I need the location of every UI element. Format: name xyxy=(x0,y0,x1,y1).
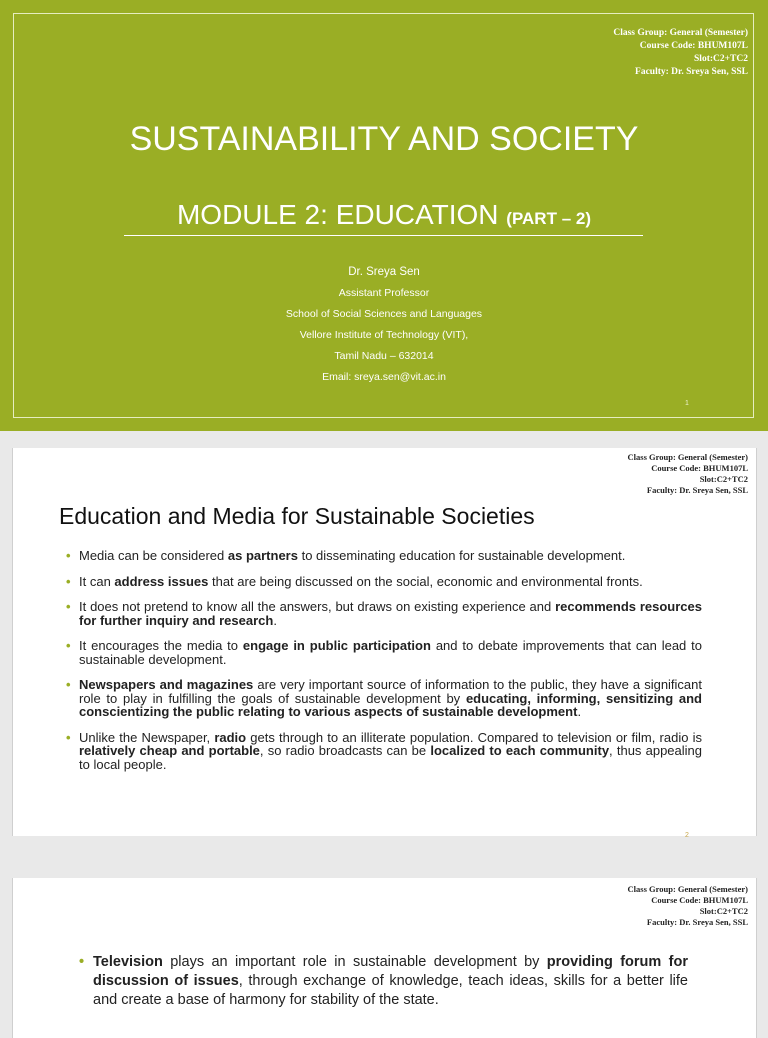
meta-line: Faculty: Dr. Sreya Sen, SSL xyxy=(646,485,748,495)
bullet-item xyxy=(66,575,702,589)
meta-line: Faculty: Dr. Sreya Sen, SSL xyxy=(635,67,748,77)
meta-line: Course Code: BHUM107L xyxy=(651,463,748,473)
meta-line: Class Group: General (Semester) xyxy=(613,28,748,38)
text-run: Unlike the Newspaper, xyxy=(79,729,215,745)
text-run: , so radio broadcasts can be xyxy=(259,743,431,758)
text-run: It can xyxy=(79,573,115,589)
text-run: that are being discussed on the social, economic and environmental fronts. xyxy=(208,573,643,589)
bold-text: address issues xyxy=(114,573,209,589)
bold-text: Newspapers and magazines xyxy=(79,677,254,692)
meta-line: Class Group: General (Semester) xyxy=(627,884,748,894)
page-number: 2 xyxy=(685,832,689,839)
title-slide xyxy=(0,0,768,431)
text-run: , through exchange of knowledge, teach ideas, skills for a better life and create a base of harmony for stability of the state. xyxy=(93,973,688,1008)
author-email: Email: sreya.sen@vit.ac.in xyxy=(322,371,446,383)
bold-text: recommends resources for further inquiry and research xyxy=(79,599,702,628)
text-run: and to debate improvements that can lead to sustainable development. xyxy=(79,638,703,667)
bullet-list xyxy=(79,953,688,1022)
meta-line: Slot:C2+TC2 xyxy=(694,54,748,64)
bullet-item xyxy=(66,731,702,772)
bullet-item xyxy=(66,600,702,627)
meta-line: Slot:C2+TC2 xyxy=(699,906,748,916)
text-run: to disseminating education for sustainable development. xyxy=(297,548,626,563)
author-name: Dr. Sreya Sen xyxy=(348,266,420,278)
subtitle-part: (PART – 2) xyxy=(506,209,591,228)
text-run: plays an important role in sustainable development by xyxy=(162,954,547,970)
slide-title: SUSTAINABILITY AND SOCIETY xyxy=(129,120,639,158)
bold-text: relatively cheap and portable xyxy=(79,743,260,758)
meta-line: Class Group: General (Semester) xyxy=(627,452,748,462)
bold-text: providing forum for discussion of issues xyxy=(93,954,689,989)
page-number: 1 xyxy=(685,400,689,407)
author-location: Tamil Nadu – 632014 xyxy=(334,350,434,362)
slide-subtitle xyxy=(0,199,768,231)
course-meta xyxy=(628,452,748,496)
text-run: . xyxy=(577,704,582,719)
bullet-item xyxy=(66,549,702,563)
author-school: School of Social Sciences and Languages xyxy=(285,308,483,320)
text-run: . xyxy=(273,612,277,628)
text-run: gets through to an illiterate population. Compared to television or film, radio is xyxy=(246,729,702,745)
text-run: Media can be considered xyxy=(79,548,228,563)
bold-text: localized to each community xyxy=(430,743,610,758)
slide-heading: Education and Media for Sustainable Societies xyxy=(59,503,535,529)
meta-line: Course Code: BHUM107L xyxy=(651,895,748,905)
text-run: It does not pretend to know all the answers, but draws on existing experience and xyxy=(79,599,556,614)
bold-text: engage in public participation xyxy=(242,638,431,653)
bullet-list xyxy=(66,549,702,783)
bold-text: Television xyxy=(93,954,163,970)
bold-text: radio xyxy=(214,729,247,745)
course-meta xyxy=(613,27,748,79)
meta-line: Course Code: BHUM107L xyxy=(639,41,748,51)
author-info xyxy=(0,262,768,388)
course-meta xyxy=(628,884,748,928)
bullet-item xyxy=(66,678,702,719)
subtitle-main: MODULE 2: EDUCATION xyxy=(176,199,507,230)
meta-line: Faculty: Dr. Sreya Sen, SSL xyxy=(646,917,748,927)
bold-text: as partners xyxy=(227,548,298,563)
bold-text: educating, informing, sensitizing and conscientizing the public relating to various aspects of sustainable development xyxy=(79,690,703,719)
text-run: , thus appealing to local people. xyxy=(79,743,702,772)
subtitle-underline xyxy=(124,235,643,236)
bullet-item xyxy=(66,639,702,666)
author-position: Assistant Professor xyxy=(338,287,430,299)
meta-line: Slot:C2+TC2 xyxy=(699,474,748,484)
bullet-item xyxy=(79,953,688,1010)
author-institute: Vellore Institute of Technology (VIT), xyxy=(299,329,469,341)
text-run: It encourages the media to xyxy=(79,638,243,653)
text-run: are very important source of information to the public, they have a significant role to play in fulfilling the goals of sustainable development by xyxy=(79,677,703,706)
